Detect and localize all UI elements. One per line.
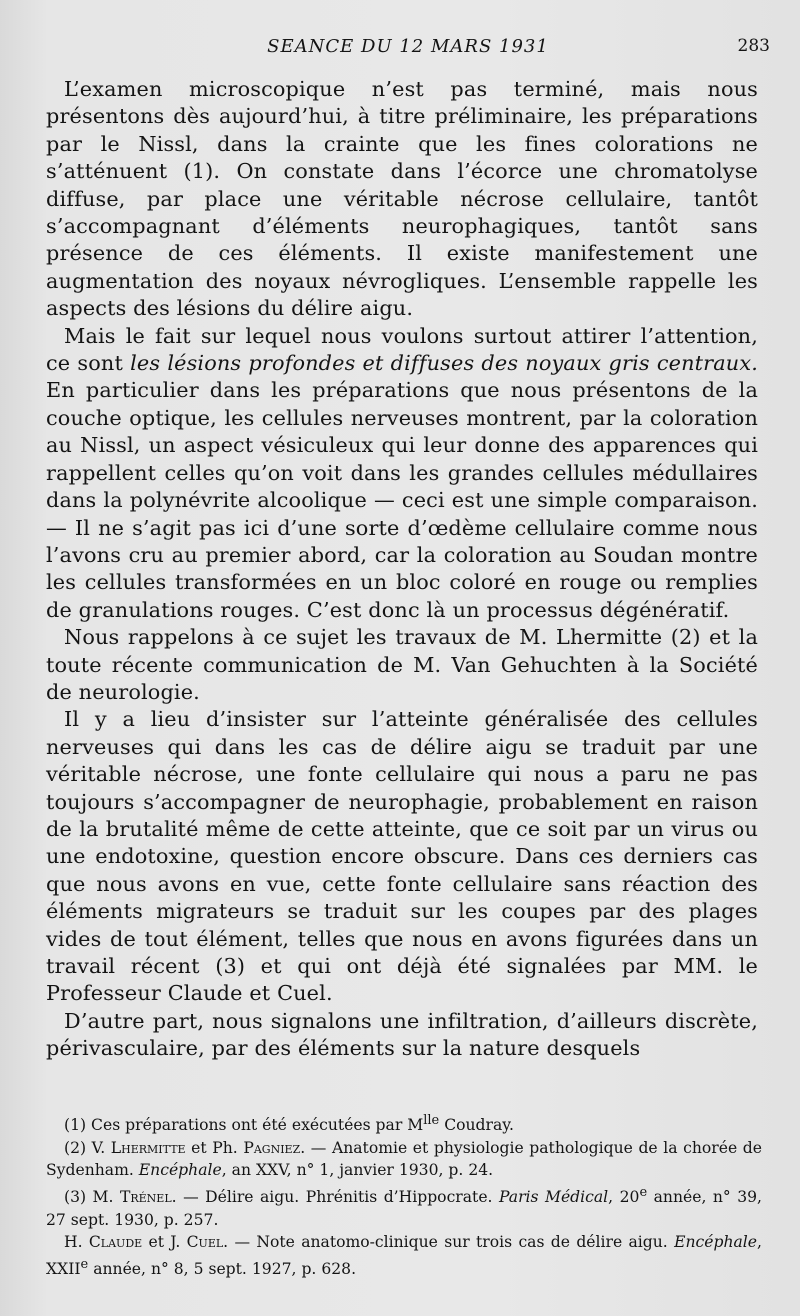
superscript: e [639,1184,648,1200]
text-run: (3) M. [64,1188,120,1207]
italic-text: Paris Médical [498,1188,609,1207]
footnote-2 [46,1137,762,1182]
text-run: (1) Ces préparations ont été exécutées par M [64,1116,424,1135]
small-caps-name: Trénel [119,1188,172,1207]
italic-text: Encéphale [674,1233,758,1252]
text-run: En particulier dans les préparations que nous présentons de la couche optique, les cellules nerveuses montrent, par la coloration au Nissl, un aspect vésiculeux qui leur donne des apparences qui rappellent celles qu’on voit dans les grandes cellules médullaires dans la polynévrite alcoolique — ceci est une simple comparaison. — Il ne s’agit pas ici d’une sorte d’œdème cellulaire comme nous l’avons cru au premier abord, car la coloration au Soudan montre les cellules transformées en un bloc coloré en rouge ou remplies de granulations rouges. C’est donc là un processus dégénératif. [46,378,758,622]
footnote-3 [46,1182,762,1231]
text-run: D’autre part, nous signalons une infiltration, d’ailleurs discrète, périvasculaire, par des éléments sur la nature desquels [46,1008,758,1061]
italic-text: les lésions profondes et diffuses des noyaux gris centraux. [130,351,758,376]
body-text [46,76,758,1063]
paragraph-4 [46,706,758,1007]
superscript: lle [423,1113,440,1128]
italic-text: Encéphale [138,1161,222,1180]
page-header [46,36,770,62]
superscript: e [80,1256,89,1272]
text-run: . — Délire aigu. Phrénitis d’Hippocrate. [171,1188,499,1207]
text-run: Coudray. [439,1116,514,1135]
paragraph-5 [46,1008,758,1063]
text-run: , 20 [608,1188,640,1207]
text-run: et Ph. [185,1138,244,1157]
text-run: Il y a lieu d’insister sur l’atteinte généralisée des cellules nerveuses qui dans les cas de délire aigu se traduit par une véritable nécrose, une fonte cellulaire qui nous a paru ne pas toujours s’accompagner de neurophagie, probablement en raison de la brutalité même de cette atteinte, que ce soit par un virus ou une endotoxine, question encore obscure. Dans ces derniers cas que nous avons en vue, cette fonte cellulaire sans réaction des éléments migrateurs se traduit sur les coupes par des plages vides de tout élément, telles que nous en avons figurées dans un travail récent (3) et qui ont déjà été signalées par MM. le Professeur Claude et Cuel. [46,707,758,1006]
paragraph-2 [46,323,758,624]
text-run: . — Note anatomo-clinique sur trois cas de délire aigu. [223,1233,675,1252]
text-run: . — Anatomie et physiologie pathologique de la chorée de Sydenham. [46,1138,763,1180]
paragraph-3 [46,624,758,706]
footnote-4 [46,1231,762,1280]
paragraph-1 [46,76,758,323]
small-caps-name: Pagniez [243,1138,301,1157]
text-run: année, n° 39, 27 sept. 1930, p. 257. [46,1188,762,1229]
footnotes [46,1110,762,1281]
text-run: L’examen microscopique n’est pas terminé, mais nous présentons dès aujourd’hui, à titre préliminaire, les préparations par le Nissl, dans la crainte que les fines colorations ne s’atténuent (1). On constate dans l’écorce une chromatolyse diffuse, par place une véritable nécrose cellulaire, tantôt s’accompagnant d’éléments neurophagiques, tantôt sans présence de ces éléments. Il existe manifestement une augmentation des noyaux névrogliques. L’ensemble rappelle les aspects des lésions du délire aigu. [46,77,758,321]
text-run: Mais le fait sur lequel nous voulons surtout attirer l’attention, ce sont [46,323,758,376]
footnote-1 [46,1110,762,1137]
text-run: (2) V. [64,1138,111,1157]
text-run: , an XXV, n° 1, janvier 1930, p. 24. [221,1161,494,1180]
page-number: 283 [737,36,770,56]
text-run: année, n° 8, 5 sept. 1927, p. 628. [88,1260,357,1279]
small-caps-name: Cuel [186,1233,224,1252]
text-run: et J. [142,1233,187,1252]
small-caps-name: Claude [88,1233,143,1252]
text-run: H. [64,1233,89,1252]
small-caps-name: Lhermitte [110,1138,186,1157]
text-run: , XXII [46,1233,762,1279]
text-run: Nous rappelons à ce sujet les travaux de M. Lhermitte (2) et la toute récente communication de M. Van Gehuchten à la Société de neurologie. [46,625,758,704]
running-title: SEANCE DU 12 MARS 1931 [267,36,549,57]
